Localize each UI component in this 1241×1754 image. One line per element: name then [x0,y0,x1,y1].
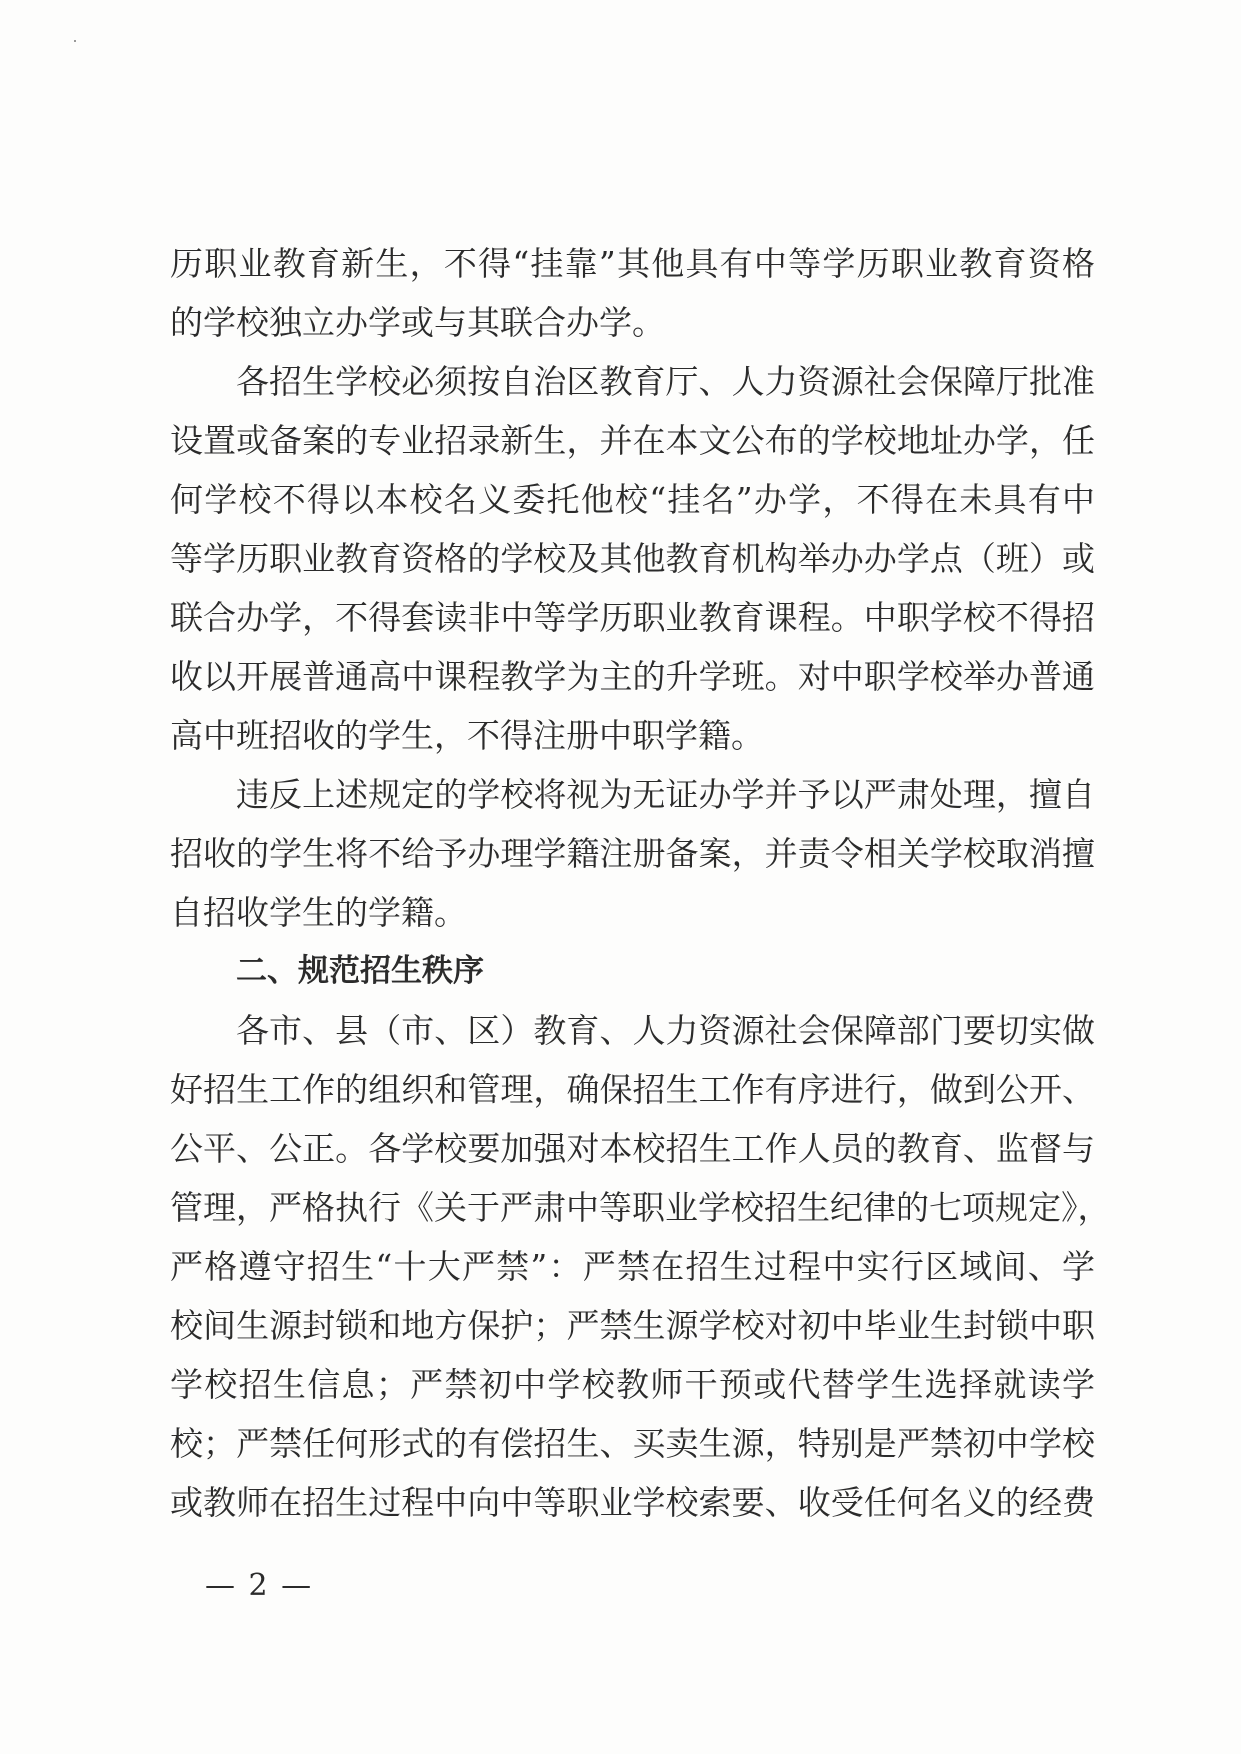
text-line: 公平、公正。各学校要加强对本校招生工作人员的教育、监督与 [170,1129,1095,1168]
text-line: 管理，严格执行《关于严肃中等职业学校招生纪律的七项规定》， [170,1188,1111,1227]
text-line: 高中班招收的学生，不得注册中职学籍。 [170,716,764,755]
text-line: 校间生源封锁和地方保护；严禁生源学校对初中毕业生封锁中职 [170,1306,1095,1345]
text-line: 违反上述规定的学校将视为无证办学并予以严肃处理，擅自 [236,775,1095,814]
section-heading: 二、规范招生秩序 [236,953,484,989]
text-line: 各招生学校必须按自治区教育厅、人力资源社会保障厅批准 [236,362,1095,401]
text-line: 严格遵守招生“十大严禁”：严禁在招生过程中实行区域间、学 [170,1247,1095,1286]
scan-speck [74,40,76,42]
text-line: 何学校不得以本校名义委托他校“挂名”办学，不得在未具有中 [170,480,1095,519]
text-line: 收以开展普通高中课程教学为主的升学班。对中职学校举办普通 [170,657,1095,696]
text-line: 各市、县（市、区）教育、人力资源社会保障部门要切实做 [236,1011,1095,1050]
page-number: — 2 — [205,1568,314,1603]
text-line: 好招生工作的组织和管理，确保招生工作有序进行，做到公开、 [170,1070,1095,1109]
text-line: 学校招生信息；严禁初中学校教师干预或代替学生选择就读学 [170,1365,1095,1404]
body-text [170,234,1111,1532]
text-line: 联合办学，不得套读非中等学历职业教育课程。中职学校不得招 [170,598,1095,637]
text-line: 设置或备案的专业招录新生，并在本文公布的学校地址办学，任 [170,421,1095,460]
text-line: 校；严禁任何形式的有偿招生、买卖生源，特别是严禁初中学校 [170,1424,1095,1463]
text-line: 招收的学生将不给予办理学籍注册备案，并责令相关学校取消擅 [170,834,1095,873]
text-line: 历职业教育新生，不得“挂靠”其他具有中等学历职业教育资格 [170,244,1095,283]
text-line: 自招收学生的学籍。 [170,893,467,932]
text-line: 或教师在招生过程中向中等职业学校索要、收受任何名义的经费 [170,1483,1095,1522]
text-line: 的学校独立办学或与其联合办学。 [170,303,665,342]
text-line: 等学历职业教育资格的学校及其他教育机构举办办学点（班）或 [170,539,1095,578]
